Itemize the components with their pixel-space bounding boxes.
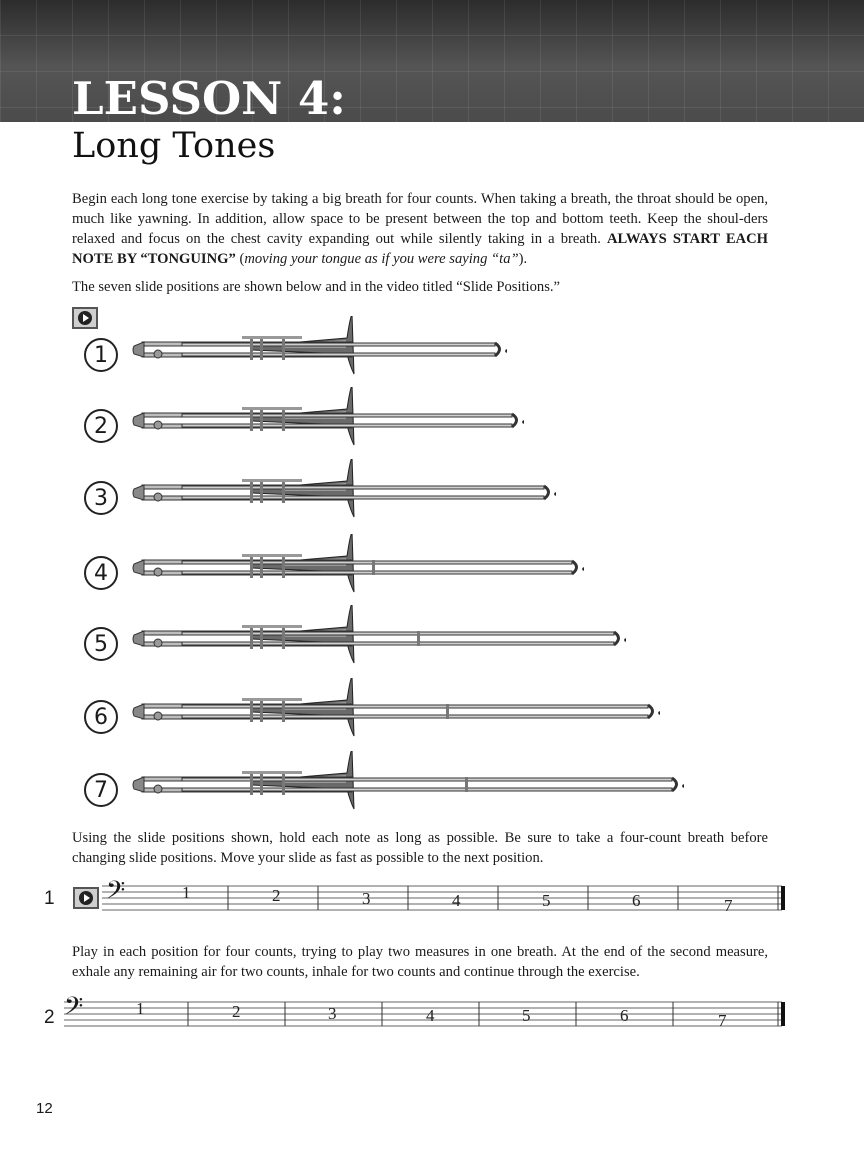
- exercise2-number: 2: [44, 1007, 55, 1028]
- exercise2-instructions: Play in each position for four counts, trying to play two measures in one breath. At the end of the second measure, exhale any remaining air for two counts, inhale for two counts and continue through the exercise.: [72, 944, 768, 980]
- position-number-4: 4: [426, 1006, 435, 1025]
- position-number-2: 2: [232, 1002, 241, 1021]
- bass-clef-icon: 𝄢: [64, 992, 84, 1027]
- position-label-3: 3: [84, 481, 118, 515]
- exercise2-staff: [64, 992, 786, 1036]
- trombone-image-2: [132, 387, 524, 447]
- position-number-7: 7: [724, 896, 733, 915]
- music-staff: [102, 880, 786, 920]
- intro-paragraph: [72, 189, 768, 269]
- intro-bold-text: ALWAYS START EACH NOTE BY “TONGUING”: [72, 231, 768, 267]
- play-icon[interactable]: [72, 307, 98, 329]
- bass-clef-icon: 𝄢: [106, 876, 126, 911]
- position-number-4: 4: [452, 891, 461, 910]
- position-number-6: 6: [620, 1006, 629, 1025]
- trombone-image-4: [132, 534, 584, 594]
- trombone-image-6: [132, 678, 660, 738]
- position-number-3: 3: [328, 1004, 337, 1023]
- lesson-subtitle: Long Tones: [72, 126, 276, 166]
- position-label-1: 1: [84, 338, 118, 372]
- trombone-image-3: [132, 459, 556, 519]
- lesson-title: LESSON 4:: [72, 72, 346, 125]
- position-label-2: 2: [84, 409, 118, 443]
- exercise1-instructions: Using the slide positions shown, hold each note as long as possible. Be sure to take a four-count breath before changing slide positions. Move your slide as fast as possible to the next position.: [72, 830, 768, 866]
- music-staff: [64, 996, 786, 1036]
- position-number-2: 2: [272, 886, 281, 905]
- position-number-7: 7: [718, 1011, 727, 1030]
- exercise1-play-icon[interactable]: [73, 887, 99, 909]
- position-label-4: 4: [84, 556, 118, 590]
- position-number-1: 1: [136, 999, 145, 1018]
- slide-positions-intro: The seven slide positions are shown below and in the video titled “Slide Positions.”: [72, 279, 561, 295]
- exercise1-number: 1: [44, 888, 55, 909]
- position-label-6: 6: [84, 700, 118, 734]
- trombone-image-5: [132, 605, 626, 665]
- position-number-1: 1: [182, 883, 191, 902]
- intro-italic-text: moving your tongue as if you were saying “ta”: [244, 251, 519, 267]
- trombone-image-1: [132, 316, 507, 376]
- position-label-7: 7: [84, 773, 118, 807]
- position-number-5: 5: [522, 1006, 531, 1025]
- intro-text: Begin each long tone exercise by taking a big breath for four counts. When taking a breath, the throat should be open, much like yawning. In addition, allow space to be present between the top and bottom teeth. Keep the shoul-ders relaxed and focus on the chest cavity expanding out while silently taking in a breath.: [72, 191, 768, 247]
- exercise1-staff: [102, 876, 786, 920]
- position-number-5: 5: [542, 891, 551, 910]
- intro-paren-close: ).: [518, 251, 528, 267]
- trombone-image-7: [132, 751, 684, 811]
- play-glyph: [77, 310, 93, 326]
- page-number: 12: [36, 1100, 53, 1117]
- intro-paren-open: (: [235, 251, 245, 267]
- position-label-5: 5: [84, 627, 118, 661]
- position-number-6: 6: [632, 891, 641, 910]
- play-glyph: [78, 890, 94, 906]
- position-number-3: 3: [362, 889, 371, 908]
